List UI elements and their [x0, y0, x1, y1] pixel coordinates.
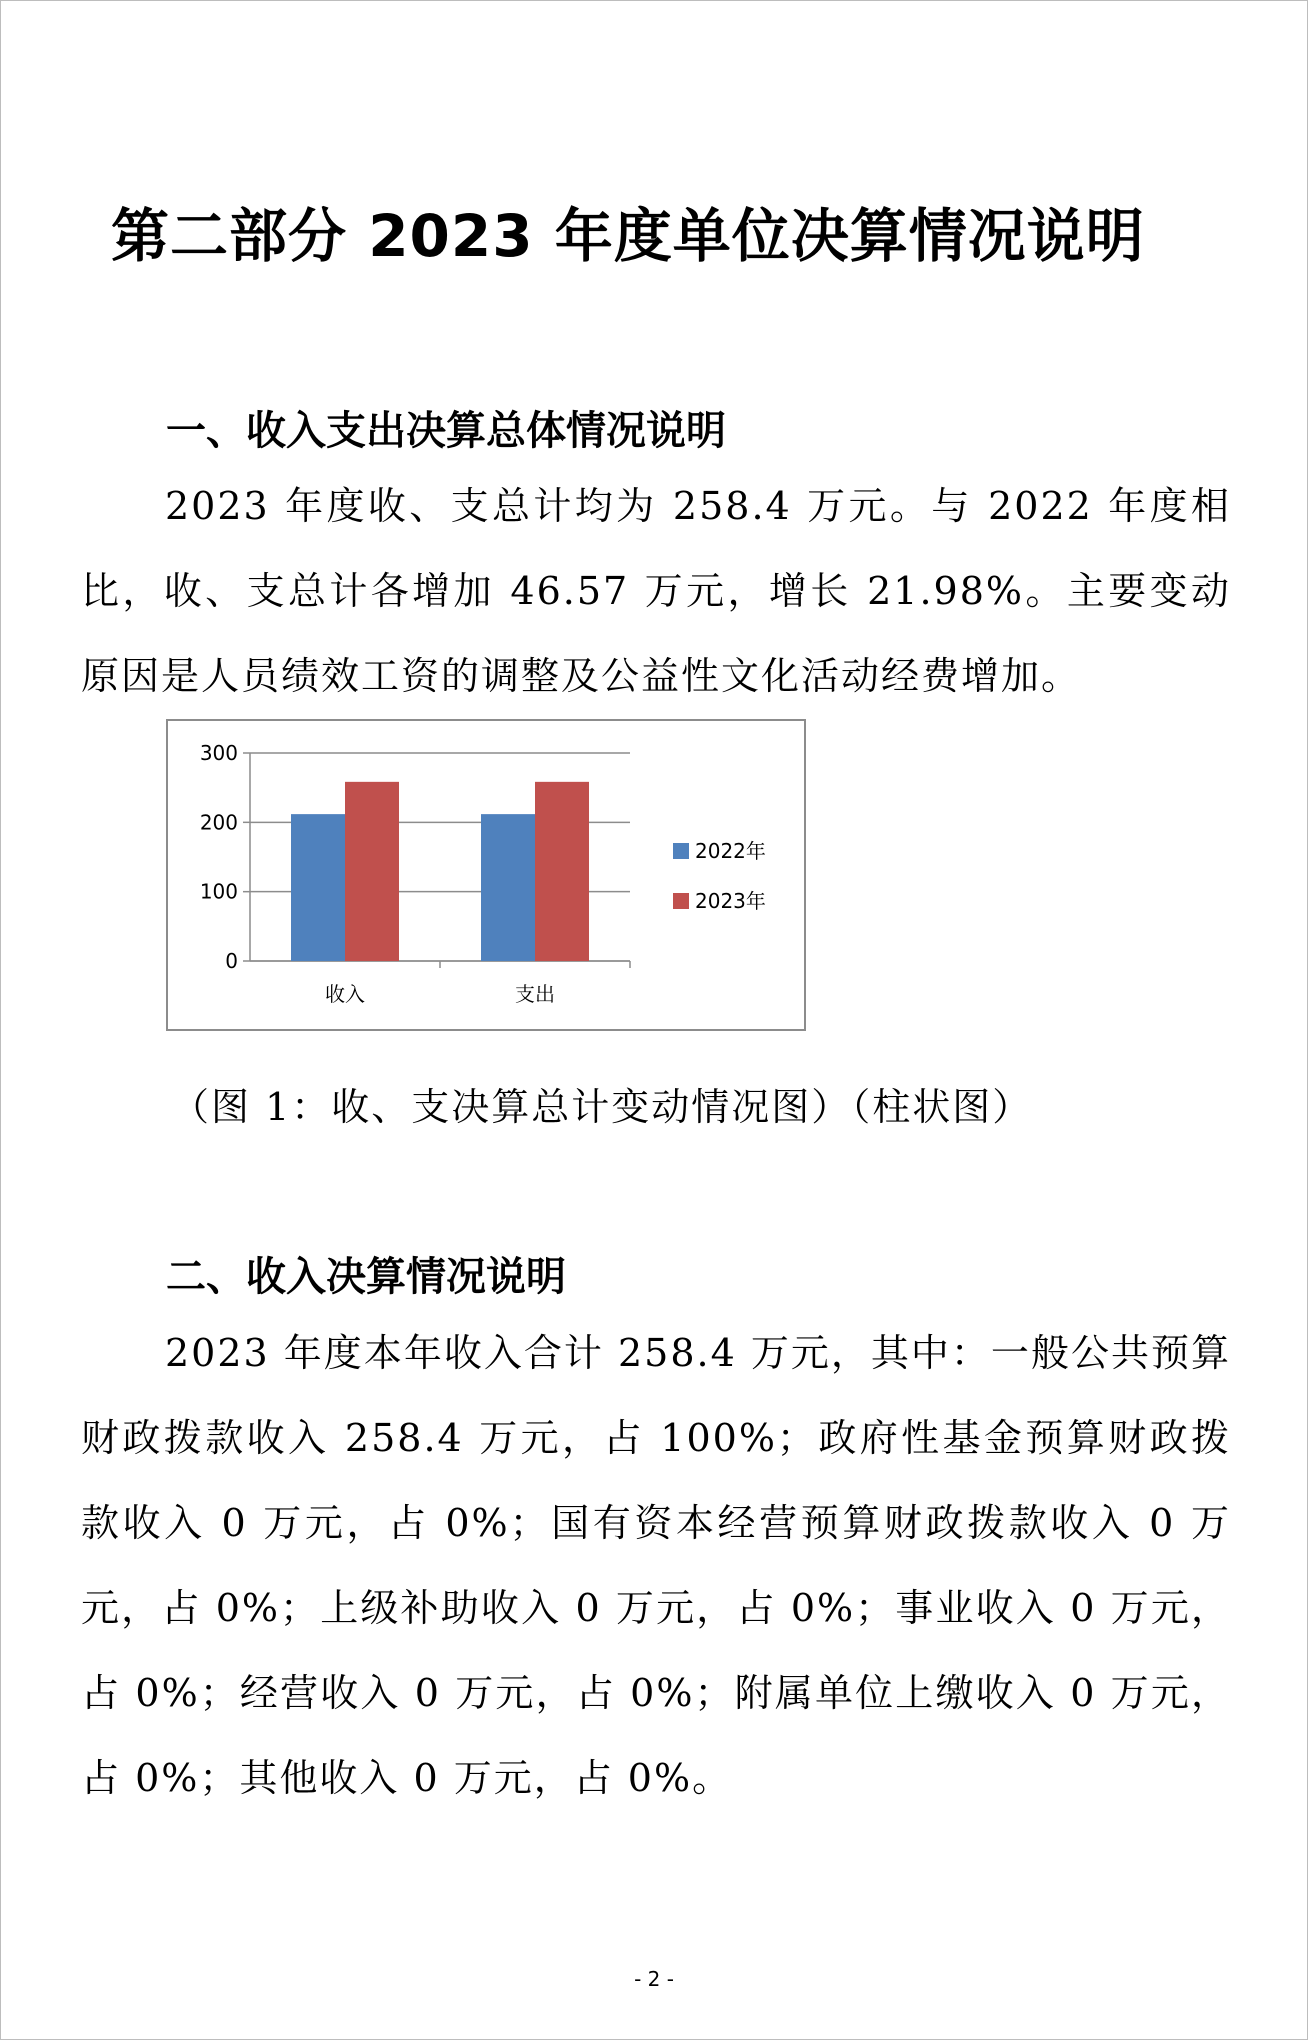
bar-series1: [481, 814, 535, 961]
page-number: - 2 -: [634, 1967, 674, 1991]
legend-label: 2022年: [695, 839, 766, 863]
bar-series1: [291, 814, 345, 961]
section-heading-income: 二、收入决算情况说明: [166, 1254, 566, 1300]
section-heading-income-expenditure-overview: 一、收入支出决算总体情况说明: [166, 408, 726, 454]
x-tick-label: 收入: [325, 982, 365, 1006]
y-tick-label: 200: [199, 810, 238, 835]
y-tick-label: 0: [225, 949, 238, 973]
y-tick-label: 100: [199, 879, 238, 904]
bar-chart: [166, 719, 806, 1031]
legend-swatch: [673, 843, 689, 859]
y-tick-label: 300: [199, 741, 238, 765]
bar-series2: [535, 782, 589, 961]
x-tick-label: 支出: [515, 982, 555, 1006]
section-paragraph-overview: 2023 年度收、支总计均为 258.4 万元。与 2022 年度相比，收、支总计各增加 46.57 万元，增长 21.98%。主要变动原因是人员绩效工资的调整及公益性文化活动经费增加。: [81, 484, 1231, 698]
legend-swatch: [673, 893, 689, 909]
figure-caption: （图 1：收、支决算总计变动情况图）（柱状图）: [171, 1085, 1033, 1129]
bar-series2: [345, 782, 399, 961]
page-title: 第二部分 2023 年度单位决算情况说明: [111, 202, 1145, 270]
legend-label: 2023年: [695, 889, 766, 913]
section-paragraph-income: 2023 年度本年收入合计 258.4 万元，其中：一般公共预算财政拨款收入 258.4 万元，占 100%；政府性基金预算财政拨款收入 0 万元，占 0%；国有资本经营预算财政拨款收入 0 万元，占 0%；上级补助收入 0 万元，占 0%；事业收入 0 万元，占 0%；经营收入 0 万元，占 0%；附属单位上缴收入 0 万元，占 0%；其他收入 0 万元，占 0%。: [81, 1331, 1231, 1800]
bar-chart-svg: [168, 721, 804, 1029]
